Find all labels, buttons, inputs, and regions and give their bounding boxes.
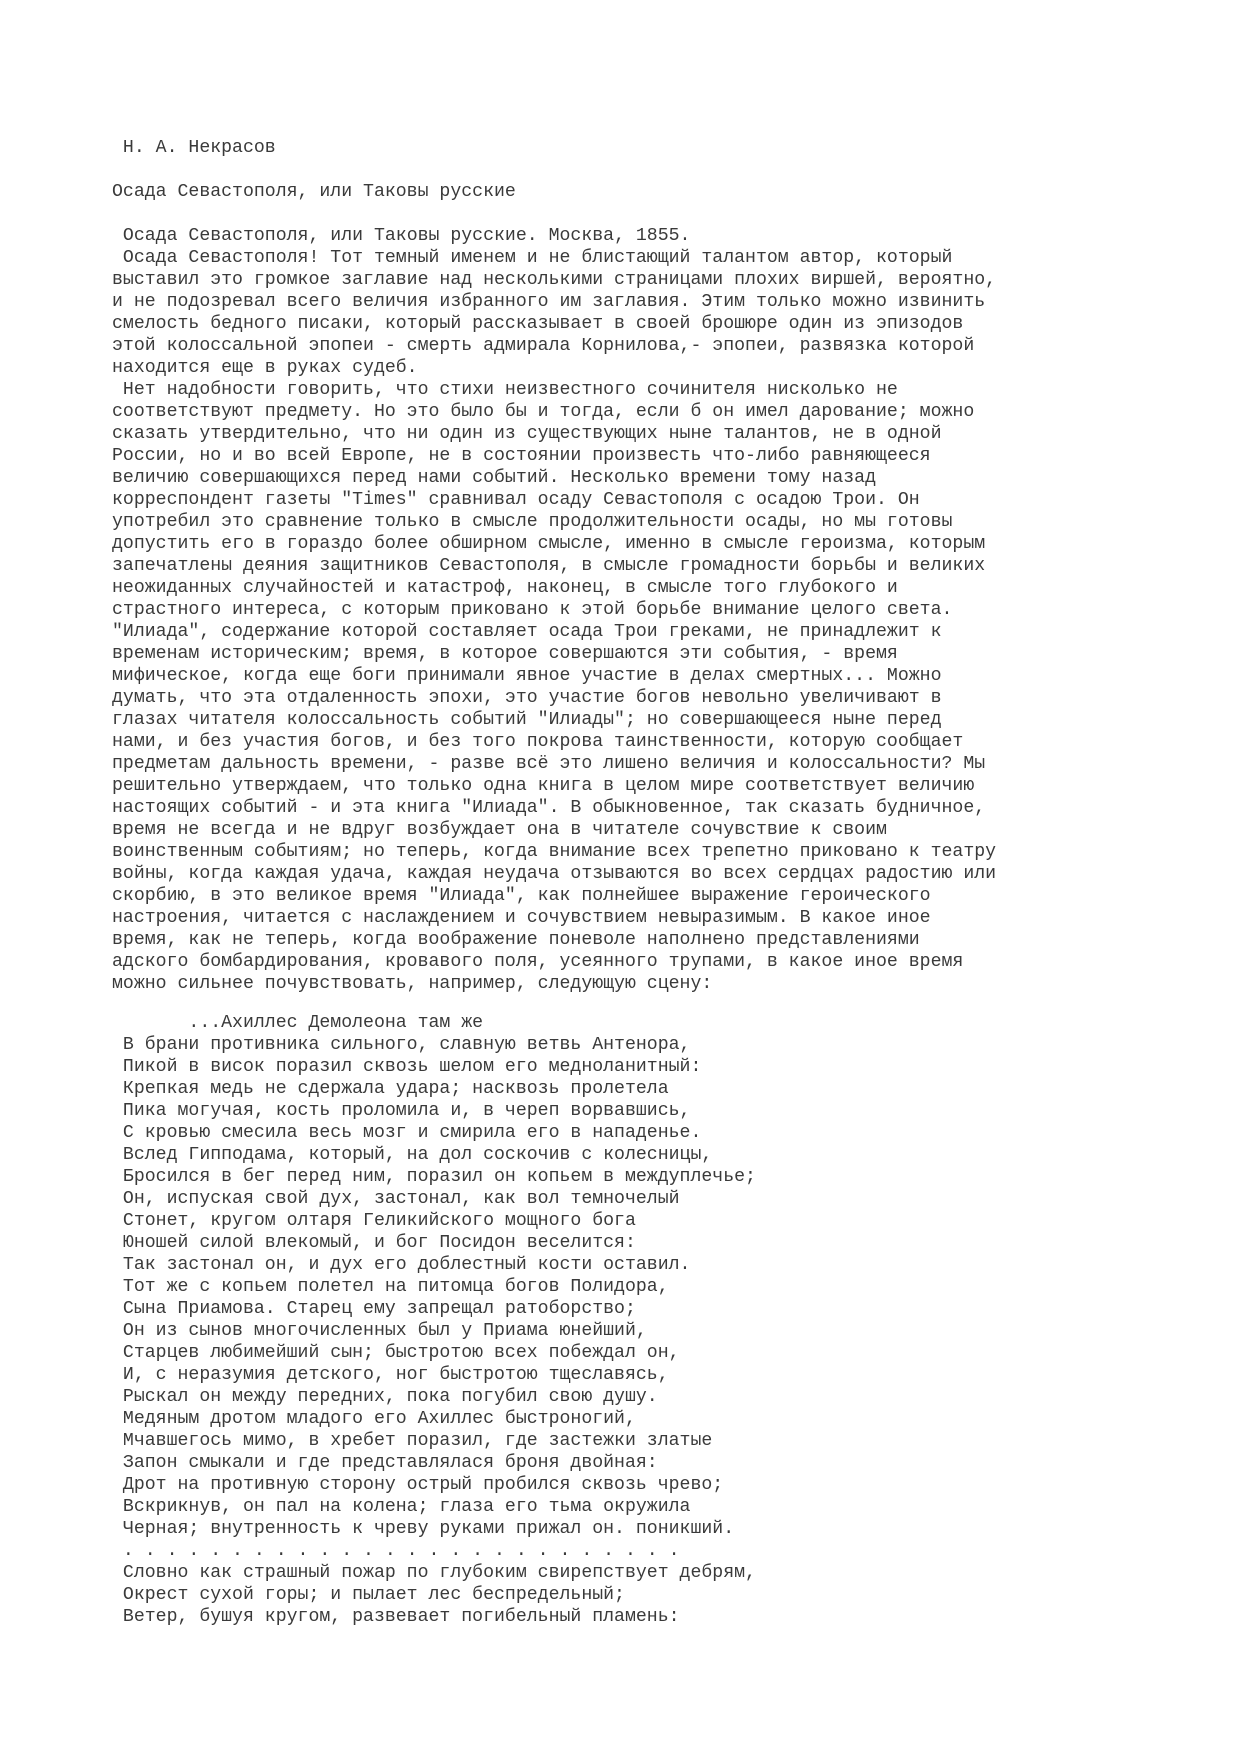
poem-line: Черная; внутренность к чреву руками прижал он. поникший. <box>112 1519 735 1539</box>
poem-line: Вслед Гипподама, который, на дол соскочив с колесницы, <box>112 1145 713 1165</box>
poem-line: С кровью смесила весь мозг и смирила его в нападенье. <box>112 1123 702 1143</box>
paragraph-intro: Осада Севастополя! Тот темный именем и не блистающий талантом автор, который выставил это громкое заглавие над несколькими страницами плохих виршей, вероятно, и не подозревал всего величия избранного им заглавия. Этим только можно извинить смелость бедного писаки, который рассказывает в своей брошюре один из эпизодов этой колоссальной эпопеи - смерть адмирала Корнилова,- эпопеи, развязка которой находится еще в руках судеб. <box>112 248 997 378</box>
poem-line: Сына Приамова. Старец ему запрещал ратоборство; <box>112 1299 636 1319</box>
poem-ellipsis-line: . . . . . . . . . . . . . . . . . . . . . . . . . . <box>112 1541 680 1561</box>
poem-line: Дрот на противную сторону острый пробился сквозь чрево; <box>112 1475 724 1495</box>
poem-line: Стонет, кругом олтаря Геликийского мощного бога <box>112 1211 636 1231</box>
poem-line: Он, испуская свой дух, застонал, как вол темночелый <box>112 1189 680 1209</box>
poem-line: Рыскал он между передних, пока погубил свою душу. <box>112 1387 658 1407</box>
poem-line: Словно как страшный пожар по глубоким свирепствует дебрям, <box>112 1563 756 1583</box>
poem-line: Бросился в бег перед ним, поразил он копьем в междуплечье; <box>112 1167 756 1187</box>
poem-line: Медяным дротом младого его Ахиллес быстроногий, <box>112 1409 636 1429</box>
poem-line: Тот же с копьем полетел на питомца богов Полидора, <box>112 1277 669 1297</box>
paragraph-citation: Осада Севастополя, или Таковы русские. Москва, 1855. <box>112 226 691 246</box>
author-name: Н. А. Некрасов <box>112 138 276 158</box>
poem-line: Окрест сухой горы; и пылает лес беспредельный; <box>112 1585 625 1605</box>
poem-line: Пикой в висок поразил сквозь шелом его медноланитный: <box>112 1057 702 1077</box>
poem-line: ...Ахиллес Демолеона там же <box>112 1013 484 1033</box>
paragraph-main: Нет надобности говорить, что стихи неизвестного сочинителя нисколько не соответствуют предмету. Но это было бы и тогда, если б он имел дарование; можно сказать утвердительно, что ни один из существующих ныне талантов, не в одной России, но и во всей Европе, не в состоянии произвесть что-либо равняющееся величию совершающихся перед нами событий. Несколько времени тому назад корреспондент газеты "Times" сравнивал осаду Севастополя с осадою Трои. Он употребил это сравнение только в смысле продолжительности осады, но мы готовы допустить его в гораздо более обширном смысле, именно в смысле героизма, которым запечатлены деяния защитников Севастополя, в смысле громадности борьбы и великих неожиданных случайностей и катастроф, наконец, в смысле того глубокого и страстного интереса, с которым приковано к этой борьбе внимание целого света. "Илиада", содержание которой составляет осада Трои греками, не принадлежит к временам историческим; время, в которое совершаются эти события, - время мифическое, когда еще боги принимали явное участие в делах смертных... Можно думать, что эта отдаленность эпохи, это участие богов невольно увеличивают в глазах читателя колоссальность событий "Илиады"; но совершающееся ныне перед нами, и без участия богов, и без того покрова таинственности, которую сообщает предметам дальность времени, - разве всё это лишено величия и колоссальности? Мы решительно утверждаем, что только одна книга в целом мире соответствует величию настоящих событий - и эта книга "Илиада". В обыкновенное, так сказать будничное, время не всегда и не вдруг возбуждает она в читателе сочувствие к своим воинственным событиям; но теперь, когда внимание всех трепетно приковано к театру войны, когда каждая удача, каждая неудача отзываются во всех сердцах радостию или скорбию, в это великое время "Илиада", как полнейшее выражение героического настроения, читается с наслаждением и сочувствием невыразимым. В какое иное время, как не теперь, когда воображение поневоле наполнено представлениями адского бомбардирования, кровавого поля, усеянного трупами, в какое иное время можно сильнее почувствовать, например, следующую сцену: <box>112 380 997 994</box>
poem-line: В брани противника сильного, славную ветвь Антенора, <box>112 1035 691 1055</box>
poem-line: И, с неразумия детского, ног быстротою тщеславясь, <box>112 1365 669 1385</box>
poem-quote <box>112 1012 1222 1628</box>
poem-line: Запон смыкали и где представлялася броня двойная: <box>112 1453 658 1473</box>
poem-line: Крепкая медь не сдержала удара; насквозь пролетела <box>112 1079 669 1099</box>
document-title: Осада Севастополя, или Таковы русские <box>112 182 516 202</box>
poem-line: Ветер, бушуя кругом, развевает погибельный пламень: <box>112 1607 680 1627</box>
poem-line: Так застонал он, и дух его доблестный кости оставил. <box>112 1255 691 1275</box>
poem-line: Старцев любимейший сын; быстротою всех побеждал он, <box>112 1343 680 1363</box>
poem-line: Юношей силой влекомый, и бог Посидон веселится: <box>112 1233 636 1253</box>
poem-line: Пика могучая, кость проломила и, в череп ворвавшись, <box>112 1101 691 1121</box>
body-text <box>112 225 1222 995</box>
poem-line: Мчавшегось мимо, в хребет поразил, где застежки златые <box>112 1431 713 1451</box>
poem-line: Вскрикнув, он пал на колена; глаза его тьма окружила <box>112 1497 691 1517</box>
poem-line: Он из сынов многочисленных был у Приама юнейший, <box>112 1321 647 1341</box>
